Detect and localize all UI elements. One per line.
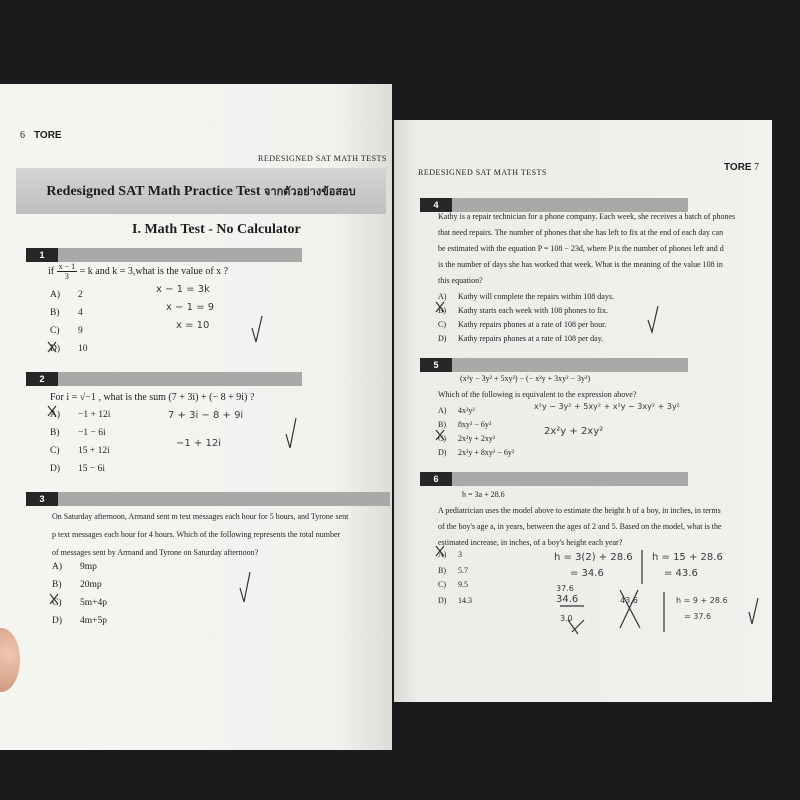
question-4-line: that need repairs. The number of phones that she has left to fix at the end of each day can	[438, 228, 724, 237]
frac-num: x − 1	[58, 262, 76, 271]
handwritten-work: 34.6	[556, 594, 579, 605]
question-6-formula: h = 3a + 28.6	[462, 490, 505, 499]
cross-mark	[436, 430, 444, 440]
option-text: 10	[78, 344, 88, 354]
option-text: 8xy² − 6y²	[458, 420, 492, 429]
cross-mark	[436, 302, 444, 312]
option-letter: D)	[50, 464, 61, 474]
question-3-line: p text messages each hour for 4 hours. Which of the following represents the total number	[52, 530, 341, 539]
option-letter: D)	[52, 616, 63, 626]
option-text: Kathy will complete the repairs within 108 days.	[458, 292, 614, 301]
handwritten-work: x − 1 = 3k	[156, 284, 210, 295]
question-4-line: Kathy is a repair technician for a phone company. Each week, she receives a batch of phones	[438, 212, 736, 221]
scribble-mark	[568, 620, 584, 634]
page-number: 7	[754, 162, 759, 173]
handwritten-work: = 37.6	[684, 612, 712, 621]
check-mark	[648, 306, 658, 332]
option-text: Kathy repairs phones at a rate of 108 per hour.	[458, 320, 607, 329]
option-text: 3	[458, 550, 462, 559]
handwritten-work: 2x²y + 2xy²	[544, 426, 604, 437]
option-text: 14.3	[458, 596, 472, 605]
handwritten-work: h = 9 + 28.6	[676, 596, 728, 605]
option-text: 15 − 6i	[78, 464, 105, 474]
option-letter: C)	[50, 446, 60, 456]
option-letter: D)	[438, 448, 447, 457]
option-letter: C)	[52, 598, 62, 608]
cross-mark	[436, 546, 444, 556]
question-5-text: Which of the following is equivalent to the expression above?	[438, 390, 637, 399]
cross-mark	[48, 342, 56, 352]
running-header: REDESIGNED SAT MATH TESTS	[258, 154, 387, 163]
option-letter: B)	[50, 308, 60, 318]
handwritten-work: x²y − 3y² + 5xy² + x²y − 3xy² + 3y²	[534, 402, 680, 411]
option-letter: C)	[438, 320, 446, 329]
question-number: 4	[420, 198, 452, 212]
option-text: 20mp	[80, 580, 102, 590]
option-text: 9	[78, 326, 83, 336]
handwritten-work: 7 + 3i − 8 + 9i	[168, 410, 244, 421]
handwritten-work: h = 15 + 28.6	[652, 552, 723, 563]
option-letter: A)	[438, 406, 447, 415]
scribble-cross	[620, 590, 640, 628]
question-number: 2	[26, 372, 58, 386]
option-text: Kathy repairs phones at a rate of 108 per day.	[458, 334, 604, 343]
handwritten-work: h = 3(2) + 28.6	[554, 552, 633, 563]
option-text: 2x²y + 2xy²	[458, 434, 496, 443]
question-number: 3	[26, 492, 58, 506]
brand-logo: TORE	[724, 162, 752, 173]
handwritten-work: x = 10	[176, 320, 210, 331]
option-text: 9.5	[458, 580, 468, 589]
pen-marks	[394, 120, 772, 702]
option-letter: D)	[50, 344, 61, 354]
option-text: 2	[78, 290, 83, 300]
option-letter: B)	[438, 566, 446, 575]
handwritten-work: x − 1 = 9	[166, 302, 215, 313]
question-6-line: A pediatrician uses the model above to estimate the height h of a boy, in inches, in terms	[438, 506, 721, 515]
question-4-line: is the number of days she has worked that week. What is the meaning of the value 108 in	[438, 260, 723, 269]
title-thai: จากตัวอย่างข้อสอบ	[264, 186, 356, 198]
running-header: REDESIGNED SAT MATH TESTS	[418, 168, 547, 177]
option-text: 5m+4p	[80, 598, 107, 608]
frac-den: 3	[64, 272, 69, 281]
section-title: I. Math Test - No Calculator	[132, 222, 301, 237]
check-mark	[286, 418, 296, 448]
option-text: −1 + 12i	[78, 410, 111, 420]
option-text: 15 + 12i	[78, 446, 110, 456]
brand-logo: TORE	[34, 130, 62, 141]
option-text: 4m+5p	[80, 616, 107, 626]
option-text: Kathy starts each week with 108 phones to fix.	[458, 306, 608, 315]
option-letter: B)	[438, 306, 446, 315]
right-page	[394, 120, 772, 702]
check-mark	[240, 572, 250, 602]
option-text: 4	[78, 308, 83, 318]
q1-prefix: if	[48, 265, 55, 277]
handwritten-work: 3.0	[560, 614, 573, 623]
handwritten-work: = 34.6	[570, 568, 604, 579]
option-text: 2x²y + 8xy² − 6y²	[458, 448, 515, 457]
option-text: 5.7	[458, 566, 468, 575]
check-mark	[749, 598, 758, 624]
option-letter: B)	[50, 428, 60, 438]
q1-body: = k and k = 3,what is the value of x ?	[79, 265, 229, 277]
cross-mark	[48, 406, 56, 416]
option-letter: C)	[50, 326, 60, 336]
pen-marks	[0, 84, 392, 750]
handwritten-work: −1 + 12i	[176, 438, 221, 449]
option-letter: A)	[438, 550, 447, 559]
question-number: 6	[420, 472, 452, 486]
option-letter: D)	[438, 334, 447, 343]
check-mark	[252, 316, 262, 342]
question-2-text: For i = √−1 , what is the sum (7 + 3i) + (− 8 + 9i) ?	[50, 392, 255, 403]
cross-mark	[50, 594, 58, 604]
option-text: 9mp	[80, 562, 97, 572]
left-page	[0, 84, 392, 750]
option-letter: A)	[50, 410, 61, 420]
option-text: −1 − 6i	[78, 428, 106, 438]
option-letter: A)	[438, 292, 447, 301]
question-3-line: of messages sent by Armand and Tyrone on Saturday afternoon?	[52, 548, 259, 557]
question-5-expression: (x²y − 3y² + 5xy²) − (− x²y + 3xy² − 3y²)	[460, 374, 591, 383]
question-4-line: this equation?	[438, 276, 483, 285]
option-letter: B)	[438, 420, 446, 429]
page-number: 6	[20, 130, 25, 141]
option-letter: D)	[438, 596, 447, 605]
question-number: 5	[420, 358, 452, 372]
handwritten-work: 43.6	[620, 596, 638, 605]
option-text: 4x²y²	[458, 406, 475, 415]
handwritten-work: 37.6	[556, 584, 574, 593]
handwritten-work: = 43.6	[664, 568, 698, 579]
option-letter: C)	[438, 434, 446, 443]
question-number: 1	[26, 248, 58, 262]
question-6-line: of the boy's age a, in years, between the ages of 2 and 5. Based on the model, what is the	[438, 522, 722, 531]
option-letter: A)	[50, 290, 61, 300]
question-6-line: estimated increase, in inches, of a boy's height each year?	[438, 538, 623, 547]
option-letter: B)	[52, 580, 62, 590]
option-letter: A)	[52, 562, 63, 572]
title-main: Redesigned SAT Math Practice Test	[46, 184, 261, 199]
option-letter: C)	[438, 580, 446, 589]
question-3-line: On Saturday afternoon, Armand sent m test messages each hour for 5 hours, and Tyrone sent	[52, 512, 349, 521]
question-4-line: be estimated with the equation P = 108 − 23d, where P is the number of phones left and d	[438, 244, 724, 253]
